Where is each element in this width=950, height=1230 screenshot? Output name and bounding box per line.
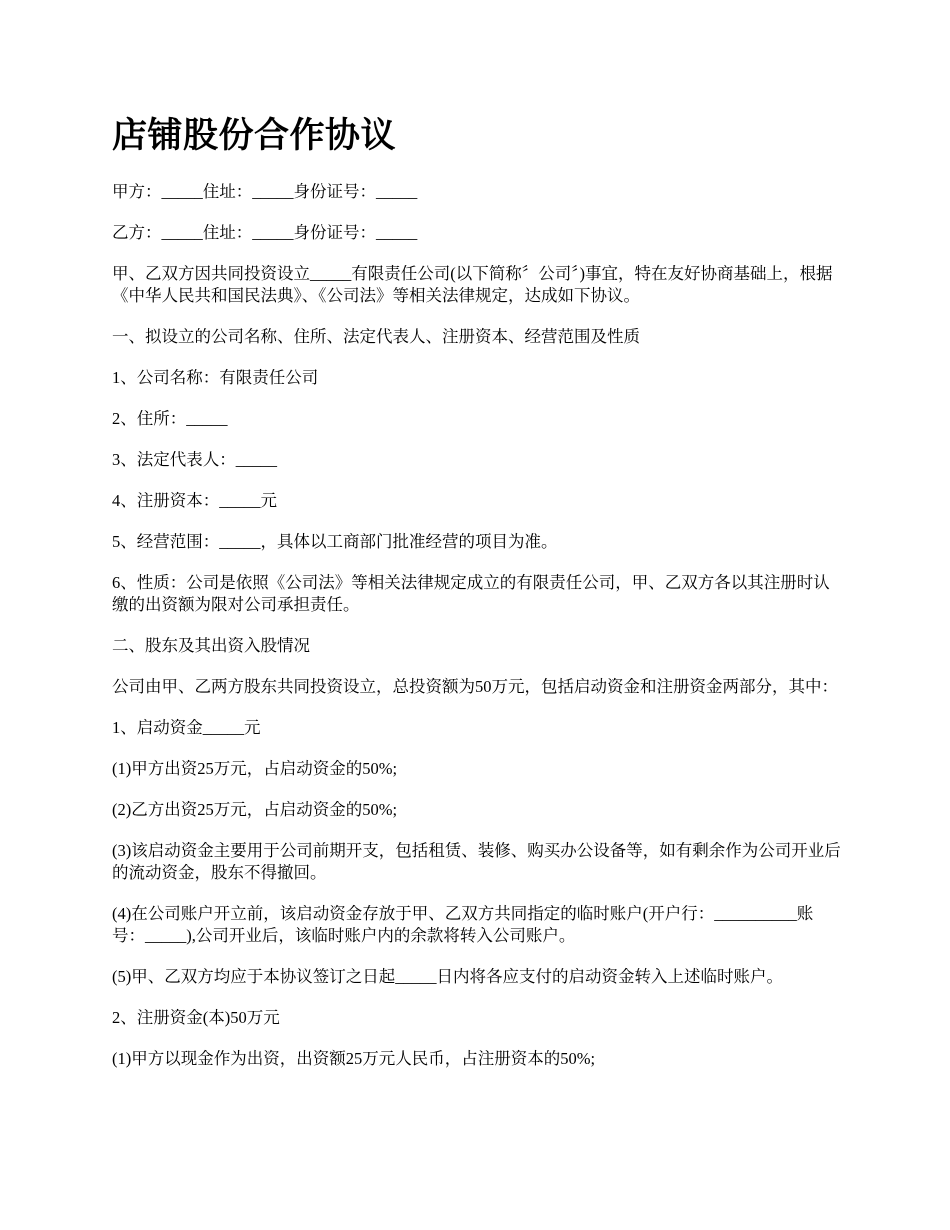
clause-registered-capital: 4、注册资本：_____元: [112, 491, 277, 510]
section-heading-2: 二、股东及其出资入股情况: [112, 636, 310, 655]
startup-item-4: (4)在公司账户开立前，该启动资金存放于甲、乙双方共同指定的临时账户(开户行：__________账号：_____),公司开业后，该临时账户内的余款将转入公司账户。: [112, 904, 814, 945]
section-heading-1: 一、拟设立的公司名称、住所、法定代表人、注册资本、经营范围及性质: [112, 327, 640, 346]
document-title: 店铺股份合作协议: [112, 116, 397, 156]
clause-legal-representative: 3、法定代表人：_____: [112, 450, 277, 469]
startup-item-5: (5)甲、乙双方均应于本协议签订之日起_____日内将各应支付的启动资金转入上述临时账户。: [112, 967, 783, 986]
clause-startup-funds: 1、启动资金_____元: [112, 718, 261, 737]
startup-item-1: (1)甲方出资25万元，占启动资金的50%;: [112, 759, 398, 778]
startup-item-3: (3)该启动资金主要用于公司前期开支，包括租赁、装修、购买办公设备等，如有剩余作为公司开业后的流动资金，股东不得撤回。: [112, 841, 841, 882]
clause-nature: 6、性质：公司是依照《公司法》等相关法律规定成立的有限责任公司，甲、乙双方各以其注册时认缴的出资额为限对公司承担责任。: [112, 573, 830, 614]
clause-company-name: 1、公司名称：有限责任公司: [112, 368, 319, 387]
clause-business-scope: 5、经营范围：_____，具体以工商部门批准经营的项目为准。: [112, 532, 558, 551]
clause-registered-funds: 2、注册资金(本)50万元: [112, 1008, 280, 1027]
party-b-line: 乙方：_____住址：_____身份证号：_____: [112, 223, 418, 242]
party-a-line: 甲方：_____住址：_____身份证号：_____: [112, 182, 418, 201]
document-page: [112, 112, 842, 1089]
clause-address: 2、住所：_____: [112, 409, 228, 428]
investment-overview: 公司由甲、乙两方股东共同投资设立，总投资额为50万元，包括启动资金和注册资金两部分，其中：: [112, 677, 838, 696]
registered-item-1: (1)甲方以现金作为出资，出资额25万元人民币，占注册资本的50%;: [112, 1049, 596, 1068]
startup-item-2: (2)乙方出资25万元，占启动资金的50%;: [112, 800, 398, 819]
preamble-paragraph: 甲、乙双方因共同投资设立_____有限责任公司(以下简称〞公司〞)事宜，特在友好协商基础上，根据《中华人民共和国民法典》、《公司法》等相关法律规定，达成如下协议。: [112, 264, 833, 305]
